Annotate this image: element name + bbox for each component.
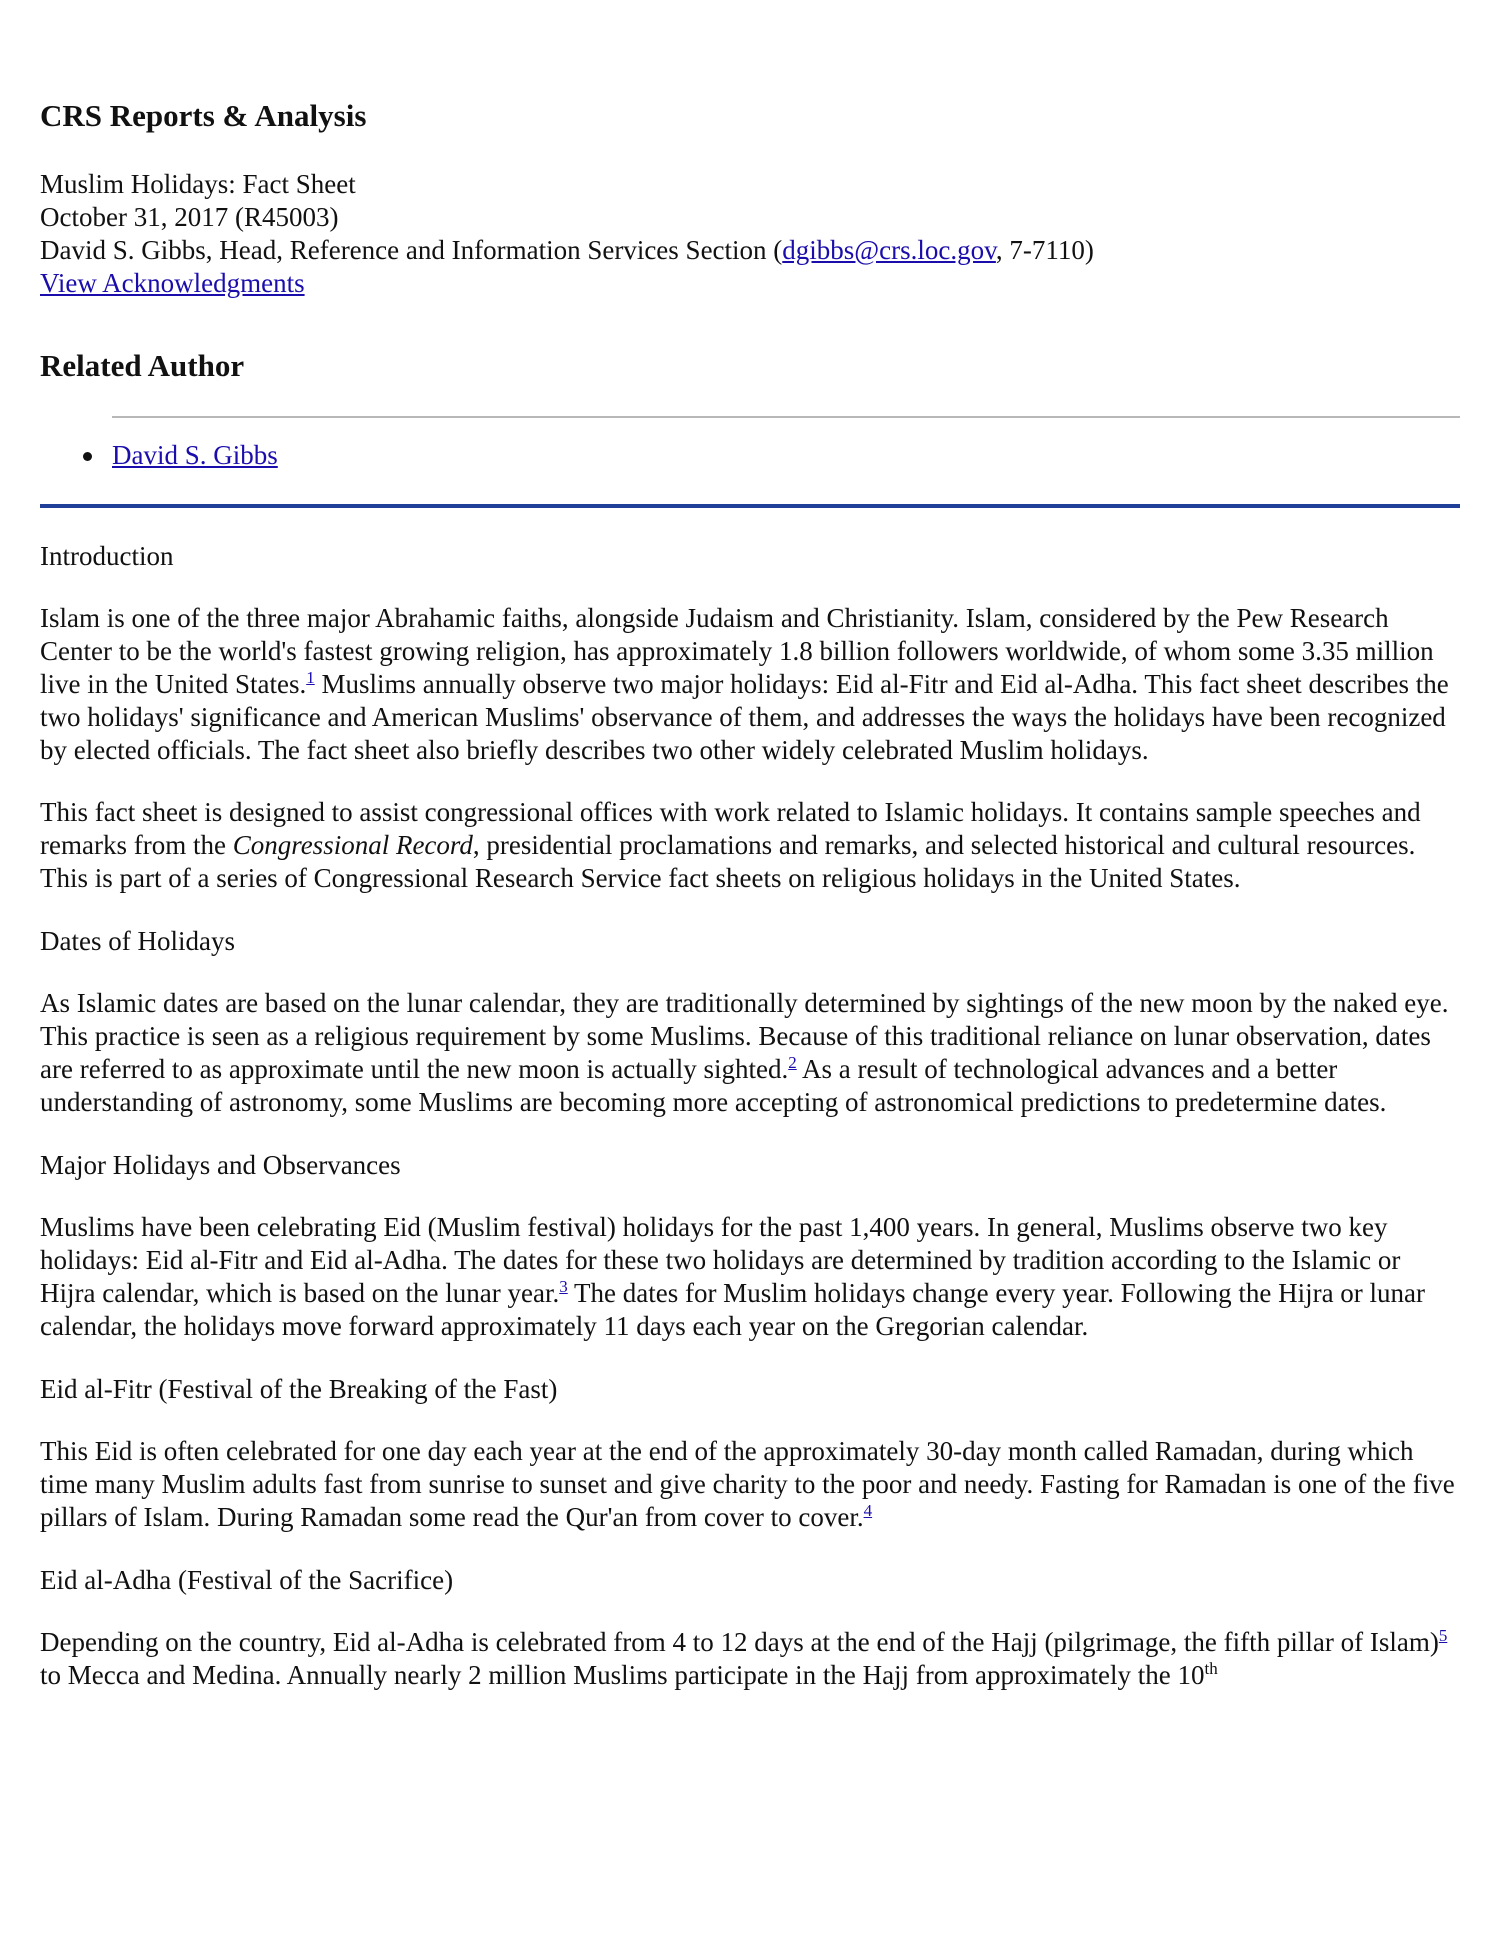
section-title-dates: Dates of Holidays [40, 926, 235, 956]
related-author-list [40, 438, 1460, 472]
footnote-link[interactable]: 3 [559, 1277, 568, 1296]
paragraph-text: As a result of technological advances and a better understanding of astronomy, some Muslims are becoming more accepting of astronomical predictions to predetermine dates. [40, 1054, 1387, 1117]
paragraph-text: This Eid is often celebrated for one day each year at the end of the approximately 30-day month called Ramadan, during which time many Muslim adults fast from sunrise to sunset and give charity to the poor and needy. Fasting for Ramadan is one of the five pillars of Islam. During Ramadan some read the Qur'an from cover to cover. [40, 1436, 1455, 1532]
paragraph-text: This fact sheet is designed to assist congressional offices with work related to Islamic holidays. It contains sample speeches and remarks from the [40, 797, 1421, 860]
report-content [40, 96, 1460, 1692]
related-author-link[interactable]: David S. Gibbs [112, 440, 278, 470]
footnote-link[interactable]: 1 [306, 668, 315, 687]
section-title-major-holidays: Major Holidays and Observances [40, 1150, 401, 1180]
section-title-eid-al-fitr: Eid al-Fitr (Festival of the Breaking of the Fast) [40, 1374, 558, 1404]
paragraph-text: Muslims have been celebrating Eid (Muslim festival) holidays for the past 1,400 years. In general, Muslims observe two key holidays: Eid al-Fitr and Eid al-Adha. The dates for these two holidays are determined by tradition according to the Islamic or Hijra calendar, which is based on the lunar year. [40, 1212, 1401, 1308]
major-holidays-paragraph [40, 1211, 1460, 1343]
dates-paragraph [40, 987, 1460, 1119]
report-title: Muslim Holidays: Fact Sheet [40, 169, 356, 199]
footnote-link[interactable]: 5 [1438, 1626, 1448, 1645]
congressional-record-title: Congressional Record [232, 830, 473, 860]
footnote-1[interactable] [306, 668, 315, 687]
footnote-2[interactable] [788, 1053, 797, 1072]
related-author-heading: Related Author [40, 348, 245, 383]
report-date: October 31, 2017 (R45003) [40, 202, 339, 232]
paragraph-text: The dates for Muslim holidays change every year. Following the Hijra or lunar calendar, the holidays move forward approximately 11 days each year on the Gregorian calendar. [40, 1278, 1426, 1341]
author-line-prefix: David S. Gibbs, Head, Reference and Information Services Section ( [40, 235, 783, 265]
ordinal-suffix: th [1204, 1659, 1218, 1678]
footnote-4[interactable] [864, 1501, 873, 1520]
paragraph-text: Muslims annually observe two major holidays: Eid al-Fitr and Eid al-Adha. This fact sheet describes the two holidays' significance and American Muslims' observance of them, and addresses the ways the holidays have been recognized by elected officials. The fact sheet also briefly describes two other widely celebrated Muslim holidays. [40, 669, 1449, 765]
eid-al-adha-paragraph [40, 1626, 1460, 1692]
footnote-3[interactable] [559, 1277, 568, 1296]
author-line-suffix: , 7-7110) [995, 235, 1094, 265]
paragraph-text: to Mecca and Medina. Annually nearly 2 million Muslims participate in the Hajj from approximately the 10 [40, 1660, 1205, 1690]
footnote-link[interactable]: 2 [788, 1053, 797, 1072]
report-meta [40, 168, 1460, 300]
intro-paragraph-1 [40, 602, 1460, 767]
footnote-5[interactable] [1439, 1626, 1448, 1645]
list-item [40, 438, 1460, 472]
intro-paragraph-2 [40, 796, 1460, 895]
author-email-link[interactable]: dgibbs@crs.loc.gov [782, 235, 996, 265]
section-title-eid-al-adha: Eid al-Adha (Festival of the Sacrifice) [40, 1565, 454, 1595]
report-author-line [40, 234, 1460, 267]
view-acknowledgments-link[interactable]: View Acknowledgments [40, 268, 305, 298]
footnote-link[interactable]: 4 [863, 1501, 873, 1520]
bullet-icon [83, 452, 92, 461]
paragraph-text: Islam is one of the three major Abrahamic faiths, alongside Judaism and Christianity. Islam, considered by the Pew Research Center to be the world's fastest growing religion, has approximately 1.8 billion followers worldwide, of whom some 3.35 million live in the United States. [40, 603, 1434, 699]
paragraph-text: , presidential proclamations and remarks, and selected historical and cultural resources. This is part of a series of Congressional Research Service fact sheets on religious holidays in the United States. [40, 830, 1416, 893]
page-title: CRS Reports & Analysis [40, 98, 367, 133]
paragraph-text: Depending on the country, Eid al-Adha is celebrated from 4 to 12 days at the end of the Hajj (pilgrimage, the fifth pillar of Islam) [40, 1627, 1439, 1657]
paragraph-text: As Islamic dates are based on the lunar calendar, they are traditionally determined by sightings of the new moon by the naked eye. This practice is seen as a religious requirement by some Muslims. Because of this traditional reliance on lunar observation, dates are referred to as approximate until the new moon is actually sighted. [40, 988, 1449, 1084]
section-title-introduction: Introduction [40, 541, 174, 571]
related-author-divider [112, 416, 1460, 418]
eid-al-fitr-paragraph [40, 1435, 1460, 1534]
section-divider [40, 504, 1460, 508]
